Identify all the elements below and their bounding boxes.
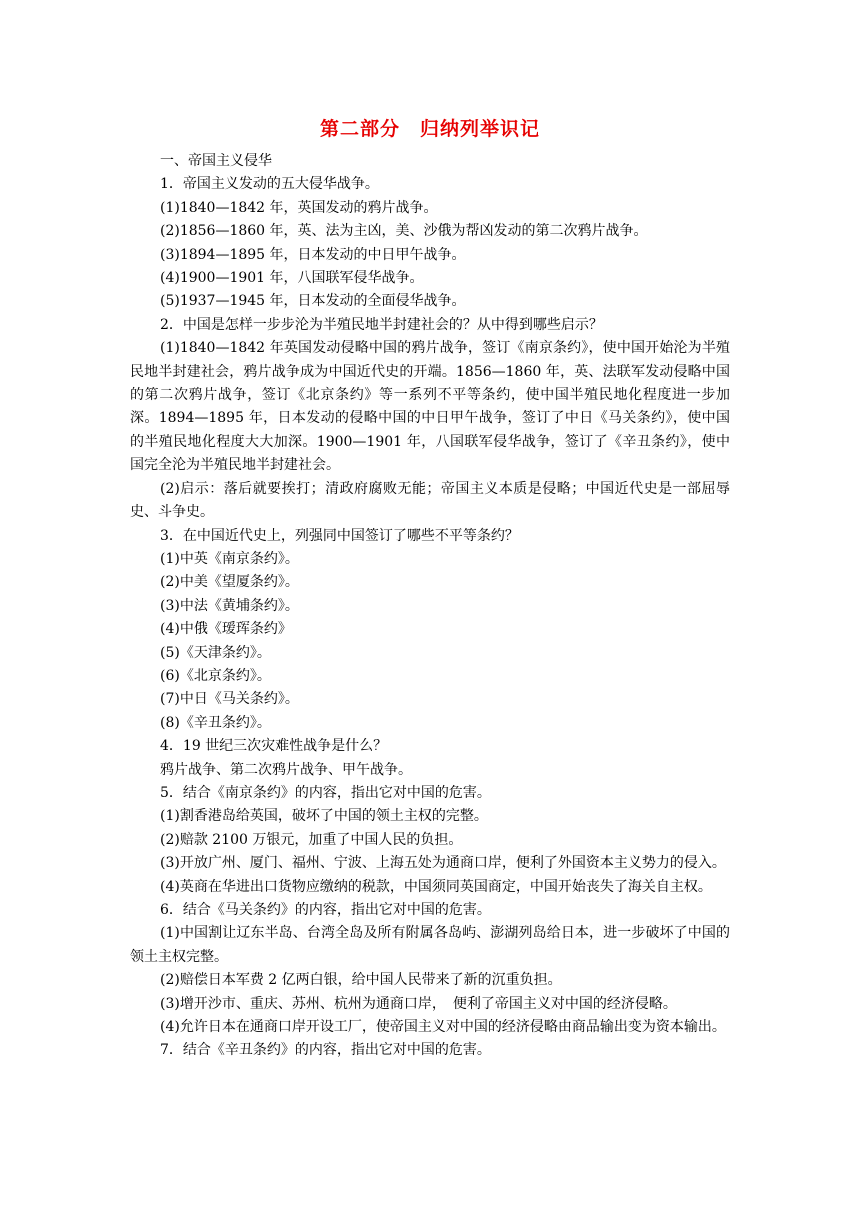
paragraph: (8)《辛丑条约》。 [160,714,271,731]
paragraph: 一、帝国主义侵华 [160,153,272,169]
paragraph: 3．在中国近代史上，列强同中国签订了哪些不平等条约？ [160,527,519,544]
paragraph: (2)赔款 2100 万银元，加重了中国人民的负担。 [160,831,463,848]
paragraph: 4．19 世纪三次灾难性战争是什么？ [160,738,388,755]
paragraph: 6．结合《马关条约》的内容，指出它对中国的危害。 [160,902,491,918]
paragraph: (4)允许日本在通商口岸开设工厂，使帝国主义对中国的经济侵略由商品输出变为资本输出。 [160,1019,726,1036]
paragraph: (3)中法《黄埔条约》。 [160,597,299,614]
paragraph: (6)《北京条约》。 [160,667,271,684]
document-body [130,150,730,1063]
paragraph: (4)英商在华进出口货物应缴纳的税款，中国须同英国商定，中国开始丧失了海关自主权。 [160,878,712,895]
paragraph: (7)中日《马关条约》。 [160,691,299,708]
paragraph: 1．帝国主义发动的五大侵华战争。 [160,176,379,193]
paragraph: 5．结合《南京条约》的内容，指出它对中国的危害。 [160,784,491,801]
paragraph: (2)启示：落后就要挨打；清政府腐败无能；帝国主义本质是侵略；中国近代史是一部屈辱史、斗争史。 [130,480,730,521]
paragraph: (2)1856—1860 年，英、法为主凶，美、沙俄为帮凶发动的第二次鸦片战争。 [160,223,648,240]
paragraph: (2)赔偿日本军费 2 亿两白银，给中国人民带来了新的沉重负担。 [160,972,562,989]
paragraph: (2)中美《望厦条约》。 [160,574,299,591]
paragraph: (5)1937—1945 年，日本发动的全面侵华战争。 [160,293,466,310]
paragraph: (1)中英《南京条约》。 [160,550,299,567]
paragraph: (4)1900—1901 年，八国联军侵华战争。 [160,270,424,287]
paragraph: (3)开放广州、厦门、福州、宁波、上海五处为通商口岸，便利了外国资本主义势力的侵入。 [160,855,726,872]
page-title: 第二部分 归纳列举识记 [319,118,540,140]
paragraph: (1)中国割让辽东半岛、台湾全岛及所有附属各岛屿、澎湖列岛给日本，进一步破坏了中国的领土主权完整。 [130,925,730,965]
paragraph: (1)割香港岛给英国，破坏了中国的领土主权的完整。 [160,808,488,825]
paragraph: (5)《天津条约》。 [160,644,271,661]
paragraph: 鸦片战争、第二次鸦片战争、甲午战争。 [160,761,412,778]
paragraph: 7．结合《辛丑条约》的内容，指出它对中国的危害。 [160,1042,491,1059]
paragraph: (1)1840—1842 年，英国发动的鸦片战争。 [160,199,438,216]
paragraph: 2．中国是怎样一步步沦为半殖民地半封建社会的？从中得到哪些启示？ [160,316,603,333]
paragraph: (4)中俄《瑷珲条约》 [160,621,292,638]
paragraph: (3)1894—1895 年，日本发动的中日甲午战争。 [160,246,466,263]
paragraph: (1)1840—1842 年英国发动侵略中国的鸦片战争，签订《南京条约》，使中国开始沦为半殖民地半封建社会，鸦片战争成为中国近代史的开端。1856—1860 年，英、法联军发动侵略中国的第二次鸦片战争，签订《北京条约》等一系列不平等条约，使中国半殖民地化程度进一步加深。1894—1895 年，日本发动的侵略中国的中日甲午战争，签订了中日《马关条约》，使中国的半殖民地化程度大大加深。1900—1901 年，八国联军侵华战争，签订了《辛丑条约》，使中国完全沦为半殖民地半封建社会。 [130,340,730,474]
paragraph: (3)增开沙市、重庆、苏州、杭州为通商口岸， 便利了帝国主义对中国的经济侵略。 [160,995,677,1012]
